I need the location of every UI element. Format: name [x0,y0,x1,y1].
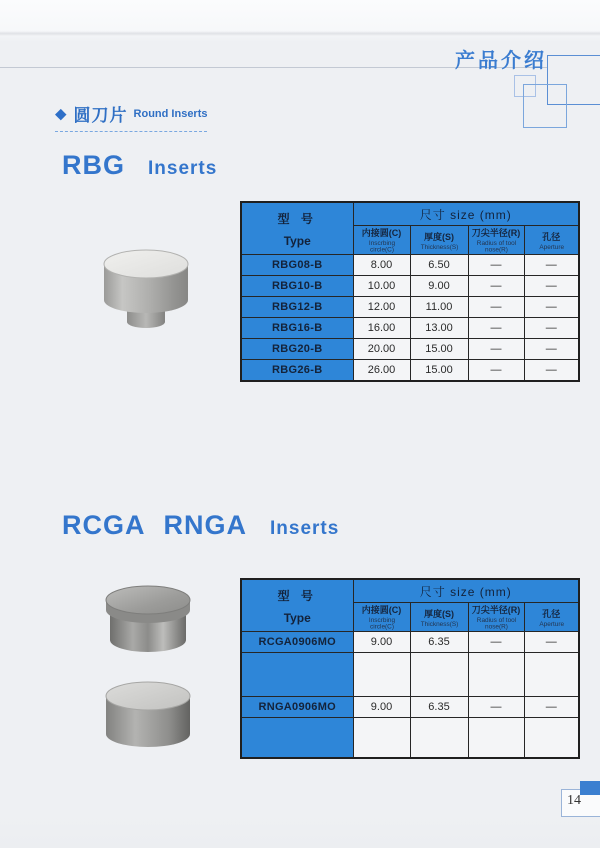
rcga-title-sub: Inserts [270,518,340,539]
value-cell: 15.00 [410,339,468,360]
table-row [241,360,579,382]
rnga-title-main: RNGA [163,510,247,540]
value-cell [524,653,579,697]
type-cell [241,718,353,759]
type-header-zh: 型 号 [277,588,317,603]
type-cell: RBG12-B [241,297,353,318]
value-cell: 11.00 [410,297,468,318]
size-header-cell: 尺寸 size (mm) [353,579,579,603]
type-header-cell [241,202,353,255]
section-marker [55,101,207,132]
type-header-en: Type [283,233,311,248]
value-cell [524,718,579,759]
aperture-header: 孔径 Aperture [524,603,579,632]
value-cell: — [468,276,524,297]
radius-header: 刀尖半径(R) Radius of tool nose(R) [468,603,524,632]
size-header-cell: 尺寸 size (mm) [353,202,579,226]
value-cell [468,653,524,697]
type-cell: RBG26-B [241,360,353,382]
value-cell: 10.00 [353,276,410,297]
rbg-title-main: RBG [62,150,125,180]
decorative-square-medium [523,84,567,128]
rbg-section-title [62,150,217,181]
page-corner-accent [580,781,600,795]
value-cell: — [524,339,579,360]
value-cell: 26.00 [353,360,410,382]
thickness-header: 厚度(S) Thickness(S) [410,226,468,255]
value-cell: — [468,632,524,653]
value-cell [353,653,410,697]
scan-edge-artifact [0,31,600,36]
value-cell: — [524,318,579,339]
rnga-insert-image [92,666,204,767]
value-cell: 16.00 [353,318,410,339]
value-cell: 6.35 [410,632,468,653]
inscribing-circle-header: 内接圆(C) Inscrbing circle(C) [353,226,410,255]
table-row [241,697,579,718]
value-cell: — [468,697,524,718]
rcga-insert-image [92,576,204,673]
rcga-rnga-section-title [62,510,339,541]
value-cell: — [468,297,524,318]
value-cell: 9.00 [353,632,410,653]
table-row-empty [241,718,579,759]
rbg-insert-image [88,232,204,353]
value-cell: — [468,360,524,382]
value-cell: — [524,276,579,297]
type-cell: RBG10-B [241,276,353,297]
type-cell [241,653,353,697]
value-cell: 13.00 [410,318,468,339]
table-header-row [241,202,579,226]
inscribing-circle-header: 内接圆(C) Inscrbing circle(C) [353,603,410,632]
value-cell: 9.00 [353,697,410,718]
table-row [241,632,579,653]
aperture-header: 孔径 Aperture [524,226,579,255]
table-row [241,318,579,339]
value-cell: — [524,360,579,382]
value-cell: 9.00 [410,276,468,297]
value-cell: — [524,632,579,653]
type-header-en: Type [283,610,311,625]
type-cell: RBG16-B [241,318,353,339]
value-cell [410,653,468,697]
type-header-cell [241,579,353,632]
type-cell: RNGA0906MO [241,697,353,718]
type-cell: RCGA0906MO [241,632,353,653]
type-cell: RBG08-B [241,255,353,276]
type-header-zh: 型 号 [277,211,317,226]
table-header-row [241,579,579,603]
value-cell [468,718,524,759]
table-row [241,276,579,297]
value-cell: — [468,255,524,276]
radius-header: 刀尖半径(R) Radius of tool nose(R) [468,226,524,255]
value-cell: — [468,318,524,339]
page-header-title: 产品介绍 [455,50,547,72]
table-row [241,339,579,360]
value-cell [353,718,410,759]
value-cell: — [524,697,579,718]
rcga-title-main: RCGA [62,510,146,540]
value-cell [410,718,468,759]
rbg-spec-table [240,201,580,382]
value-cell: 15.00 [410,360,468,382]
value-cell: 6.35 [410,697,468,718]
table-row [241,297,579,318]
value-cell: — [468,339,524,360]
value-cell: — [524,255,579,276]
value-cell: 12.00 [353,297,410,318]
table-row-empty [241,653,579,697]
rbg-title-sub: Inserts [148,158,218,179]
table-row [241,255,579,276]
page-number: 14 [567,793,581,808]
rcga-rnga-spec-table [240,578,580,759]
thickness-header: 厚度(S) Thickness(S) [410,603,468,632]
section-title-en: Round Inserts [133,107,208,120]
value-cell: — [524,297,579,318]
value-cell: 6.50 [410,255,468,276]
value-cell: 8.00 [353,255,410,276]
type-cell: RBG20-B [241,339,353,360]
diamond-icon: ◆ [55,105,67,123]
section-title-zh: 圆刀片 [73,106,128,125]
value-cell: 20.00 [353,339,410,360]
